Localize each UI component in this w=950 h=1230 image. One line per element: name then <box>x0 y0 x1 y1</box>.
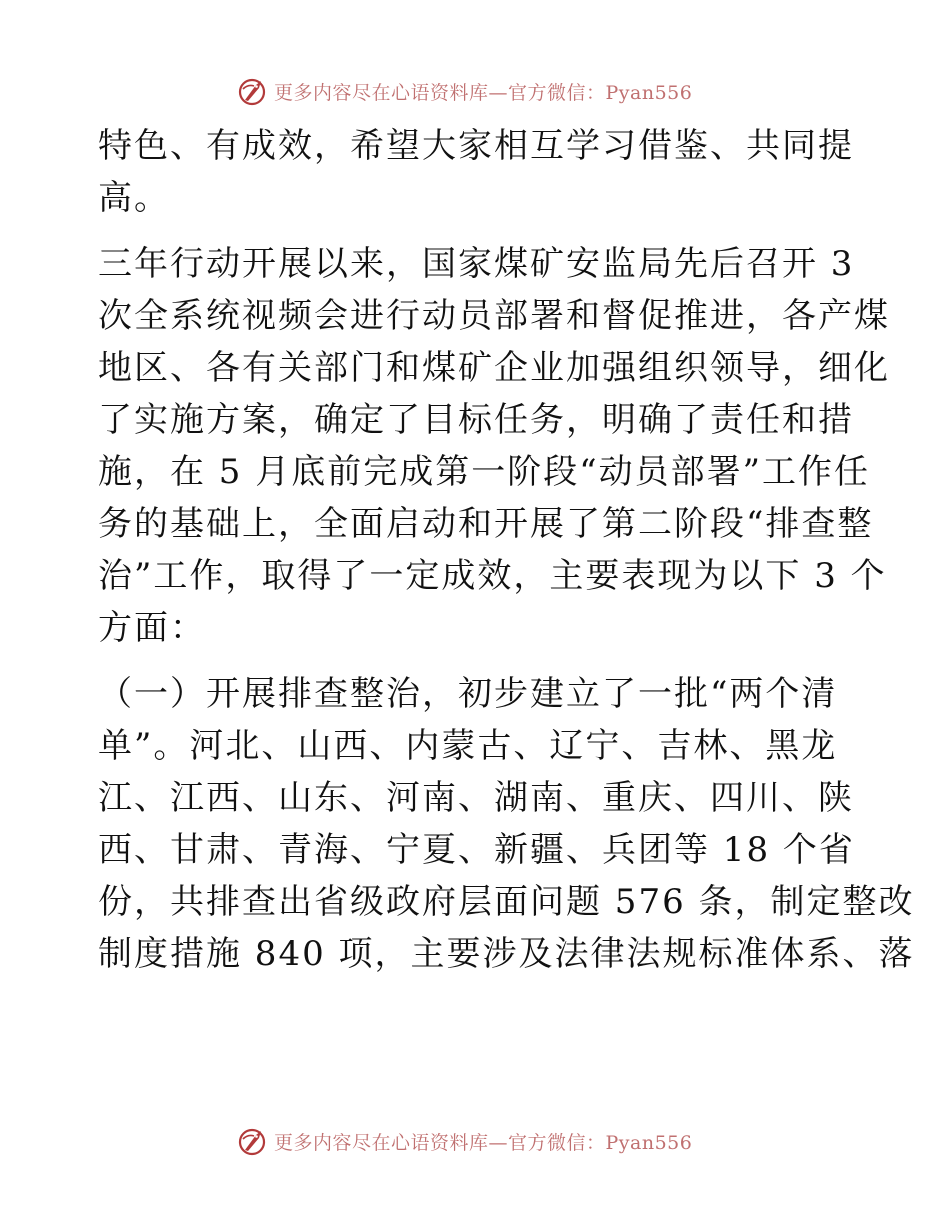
text-line: 三年行动开展以来，国家煤矿安监局先后召开 3 <box>98 244 855 284</box>
text-line: 份，共排查出省级政府层面问题 576 条，制定整改 <box>98 882 915 922</box>
text-line: 方面： <box>98 608 206 648</box>
text-line: 单”。河北、山西、内蒙古、辽宁、吉林、黑龙 <box>98 726 838 766</box>
text-line: 治”工作，取得了一定成效，主要表现为以下 3 个 <box>98 556 887 596</box>
text-line: 地区、各有关部门和煤矿企业加强组织领导，细化 <box>98 348 890 388</box>
text-line: 次全系统视频会进行动员部署和督促推进，各产煤 <box>98 296 890 336</box>
paragraph <box>98 238 890 654</box>
pen-nib-logo-icon <box>236 1125 268 1157</box>
text-line: 制度措施 840 项，主要涉及法律法规标准体系、落 <box>98 934 915 974</box>
text-line: 特色、有成效，希望大家相互学习借鉴、共同提 <box>98 126 854 166</box>
text-line: 了实施方案，确定了目标任务，明确了责任和措 <box>98 400 854 440</box>
document-body <box>98 120 915 980</box>
text-line: 施，在 5 月底前完成第一阶段“动员部署”工作任 <box>98 452 871 492</box>
watermark-header <box>236 74 692 108</box>
paragraph <box>98 668 915 980</box>
watermark-footer <box>236 1124 692 1158</box>
watermark-text: 更多内容尽在心语资料库—官方微信：Pyan556 <box>274 81 693 104</box>
paragraph <box>98 120 854 224</box>
watermark-text: 更多内容尽在心语资料库—官方微信：Pyan556 <box>274 1131 693 1154</box>
pen-nib-logo-icon <box>236 75 268 107</box>
text-line: 高。 <box>98 178 170 218</box>
text-line: 务的基础上，全面启动和开展了第二阶段“排查整 <box>98 504 874 544</box>
text-line: 江、江西、山东、河南、湖南、重庆、四川、陕 <box>98 778 854 818</box>
text-line: 西、甘肃、青海、宁夏、新疆、兵团等 18 个省 <box>98 830 855 870</box>
text-line: （一）开展排查整治，初步建立了一批“两个清 <box>98 674 838 714</box>
